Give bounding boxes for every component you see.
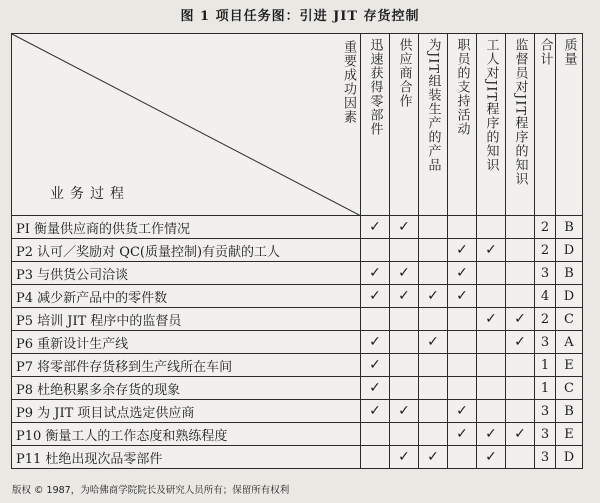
empty-cell: [448, 446, 477, 469]
factor-header-6-label: 监督员对JIT程序的知识: [512, 38, 528, 187]
empty-cell: [419, 423, 448, 446]
quality-cell: E: [556, 423, 583, 446]
table-row: [12, 446, 583, 469]
table-row: [12, 285, 583, 308]
total-cell: 1: [535, 354, 556, 377]
empty-cell: [506, 354, 535, 377]
quality-cell: B: [556, 216, 583, 239]
copyright-notice: 版权 © 1987，为哈佛商学院院长及研究人员所有；保留所有权利: [12, 485, 290, 496]
check-mark-icon: ✓: [448, 400, 477, 423]
table-row: [12, 400, 583, 423]
quality-cell: D: [556, 239, 583, 262]
empty-cell: [506, 446, 535, 469]
process-label: P6 重新设计生产线: [12, 331, 361, 354]
check-mark-icon: ✓: [506, 308, 535, 331]
check-mark-icon: ✓: [419, 331, 448, 354]
check-mark-icon: ✓: [390, 400, 419, 423]
quality-cell: C: [556, 377, 583, 400]
table-row: [12, 216, 583, 239]
empty-cell: [361, 239, 390, 262]
total-cell: 2: [535, 308, 556, 331]
empty-cell: [506, 400, 535, 423]
empty-cell: [506, 262, 535, 285]
check-mark-icon: ✓: [361, 331, 390, 354]
process-label: P8 杜绝积累多余存货的现象: [12, 377, 361, 400]
empty-cell: [419, 354, 448, 377]
check-mark-icon: ✓: [361, 400, 390, 423]
empty-cell: [419, 262, 448, 285]
total-cell: 3: [535, 423, 556, 446]
check-mark-icon: ✓: [477, 239, 506, 262]
factor-header-6: [506, 34, 535, 216]
factor-header-3-label: 为JIT组装生产的产品: [425, 38, 441, 173]
factor-header-5: [477, 34, 506, 216]
empty-cell: [477, 262, 506, 285]
total-cell: 2: [535, 216, 556, 239]
empty-cell: [477, 216, 506, 239]
process-label: P10 衡量工人的工作态度和熟练程度: [12, 423, 361, 446]
empty-cell: [419, 308, 448, 331]
total-cell: 4: [535, 285, 556, 308]
process-axis-label: 业务过程: [50, 186, 130, 202]
empty-cell: [361, 423, 390, 446]
process-label: P9 为 JIT 项目试点选定供应商: [12, 400, 361, 423]
empty-cell: [506, 239, 535, 262]
empty-cell: [361, 308, 390, 331]
check-mark-icon: ✓: [390, 446, 419, 469]
table-row: [12, 308, 583, 331]
check-mark-icon: ✓: [390, 262, 419, 285]
check-mark-icon: ✓: [361, 354, 390, 377]
table-row: [12, 423, 583, 446]
empty-cell: [506, 216, 535, 239]
task-matrix-table: [11, 33, 583, 469]
process-label: P4 减少新产品中的零件数: [12, 285, 361, 308]
quality-header-label: 质量: [561, 38, 577, 66]
corner-cell: [12, 34, 361, 216]
quality-cell: A: [556, 331, 583, 354]
empty-cell: [448, 331, 477, 354]
empty-cell: [419, 239, 448, 262]
table-row: [12, 239, 583, 262]
empty-cell: [419, 400, 448, 423]
empty-cell: [477, 285, 506, 308]
empty-cell: [419, 377, 448, 400]
check-mark-icon: ✓: [506, 331, 535, 354]
factor-header-4: [448, 34, 477, 216]
process-label: PI 衡量供应商的供货工作情况: [12, 216, 361, 239]
process-label: P3 与供货公司洽谈: [12, 262, 361, 285]
factor-header-2: [390, 34, 419, 216]
empty-cell: [448, 377, 477, 400]
check-mark-icon: ✓: [419, 285, 448, 308]
empty-cell: [477, 377, 506, 400]
empty-cell: [448, 354, 477, 377]
check-mark-icon: ✓: [477, 446, 506, 469]
quality-cell: D: [556, 285, 583, 308]
check-mark-icon: ✓: [361, 262, 390, 285]
check-mark-icon: ✓: [361, 377, 390, 400]
factor-header-1: [361, 34, 390, 216]
total-cell: 3: [535, 400, 556, 423]
empty-cell: [390, 331, 419, 354]
check-mark-icon: ✓: [448, 285, 477, 308]
empty-cell: [361, 446, 390, 469]
total-cell: 2: [535, 239, 556, 262]
empty-cell: [477, 331, 506, 354]
table-row: [12, 262, 583, 285]
total-cell: 3: [535, 446, 556, 469]
total-header: [535, 34, 556, 216]
quality-cell: B: [556, 400, 583, 423]
factor-header-1-label: 迅速获得零部件: [367, 38, 383, 136]
check-mark-icon: ✓: [361, 216, 390, 239]
check-mark-icon: ✓: [390, 285, 419, 308]
empty-cell: [390, 423, 419, 446]
empty-cell: [390, 377, 419, 400]
check-mark-icon: ✓: [448, 423, 477, 446]
check-mark-icon: ✓: [448, 239, 477, 262]
table-row: [12, 331, 583, 354]
check-mark-icon: ✓: [477, 423, 506, 446]
quality-cell: D: [556, 446, 583, 469]
factor-header-2-label: 供应商合作: [396, 38, 412, 108]
table-row: [12, 377, 583, 400]
factor-header-4-label: 职员的支持活动: [454, 38, 470, 136]
empty-cell: [390, 308, 419, 331]
check-mark-icon: ✓: [419, 446, 448, 469]
empty-cell: [448, 308, 477, 331]
empty-cell: [390, 239, 419, 262]
empty-cell: [506, 285, 535, 308]
total-cell: 3: [535, 331, 556, 354]
table-row: [12, 354, 583, 377]
empty-cell: [419, 216, 448, 239]
empty-cell: [477, 354, 506, 377]
process-label: P7 将零部件存货移到生产线所在车间: [12, 354, 361, 377]
check-mark-icon: ✓: [390, 216, 419, 239]
process-label: P2 认可／奖励对 QC(质量控制)有贡献的工人: [12, 239, 361, 262]
total-cell: 1: [535, 377, 556, 400]
check-mark-icon: ✓: [448, 262, 477, 285]
empty-cell: [506, 377, 535, 400]
empty-cell: [477, 400, 506, 423]
empty-cell: [448, 216, 477, 239]
total-header-label: 合计: [537, 38, 553, 66]
quality-cell: E: [556, 354, 583, 377]
quality-cell: B: [556, 262, 583, 285]
factor-header-5-label: 工人对JIT程序的知识: [483, 38, 499, 173]
process-label: P5 培训 JIT 程序中的监督员: [12, 308, 361, 331]
quality-cell: C: [556, 308, 583, 331]
quality-header: [556, 34, 583, 216]
check-mark-icon: ✓: [361, 285, 390, 308]
check-mark-icon: ✓: [477, 308, 506, 331]
process-label: P11 杜绝出现次品零部件: [12, 446, 361, 469]
header-row: [12, 34, 583, 216]
success-factor-axis-label: 重要成功因素: [341, 40, 356, 124]
check-mark-icon: ✓: [506, 423, 535, 446]
total-cell: 3: [535, 262, 556, 285]
figure-caption: 图 1 项目任务图：引进 JIT 存货控制: [180, 9, 420, 24]
empty-cell: [390, 354, 419, 377]
factor-header-3: [419, 34, 448, 216]
